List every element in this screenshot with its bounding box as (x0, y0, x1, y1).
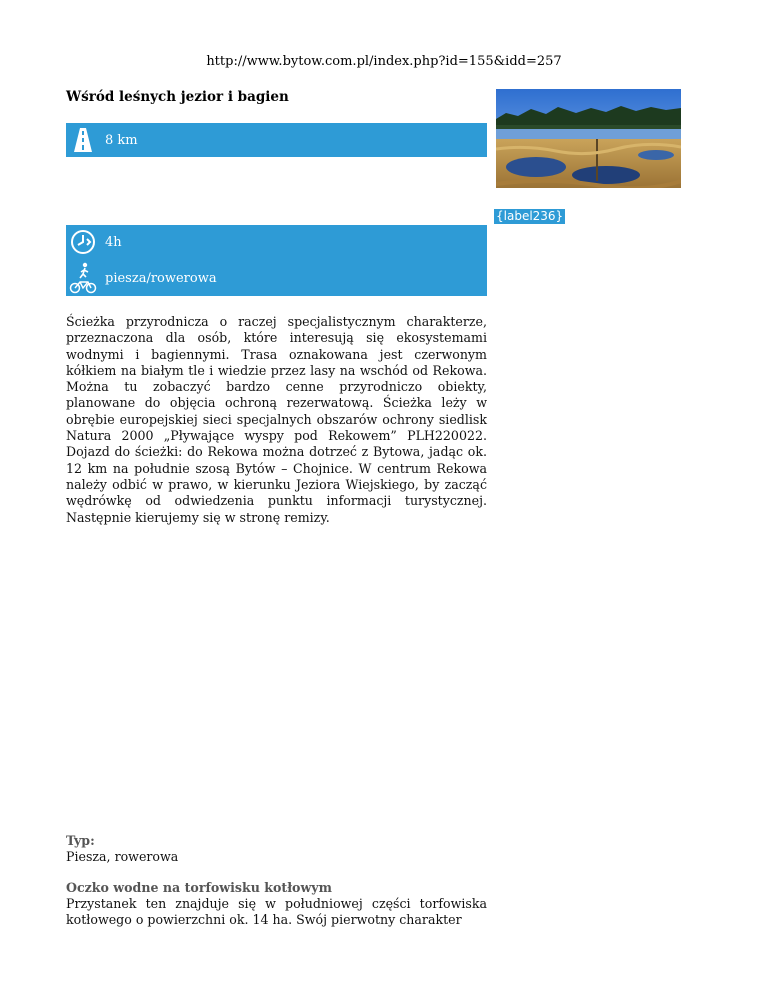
section-text: Przystanek ten znajduje się w południowej części torfowiska kotłowego o powierzchni ok. 14 ha. Swój pierwotny charakter (66, 896, 487, 928)
trail-details-box (66, 225, 487, 296)
trail-photo (496, 89, 681, 188)
trail-kind-value: piesza/rowerowa (105, 270, 217, 286)
road-icon (66, 123, 100, 157)
hiker-bicycle-icon (66, 261, 100, 295)
page-url: http://www.bytow.com.pl/index.php?id=155&idd=257 (206, 54, 562, 69)
type-label: Typ: (66, 833, 95, 848)
distance-value: 8 km (105, 132, 138, 148)
page-title: Wśród leśnych jezior i bagien (66, 89, 289, 105)
trail-description: Ścieżka przyrodnicza o raczej specjalistycznym charakterze, przeznaczona dla osób, które interesują się ekosystemami wodnymi i bagiennymi. Trasa oznakowana jest czerwonym kółkiem na białym tle i wiedzie przez lasy na wschód od Rekowa. Można tu zobaczyć bardzo cenne przyrodniczo obiekty, planowane do objęcia ochroną rezerwatową. Ścieżka leży w obrębie europejskiej sieci specjalnych obszarów ochrony siedlisk Natura 2000 „Pływające wyspy pod Rekowem” PLH220022. Dojazd do ścieżki: do Rekowa można dotrzeć z Bytowa, jadąc ok. 12 km na południe szosą Bytów – Chojnice. W centrum Rekowa należy odbić w prawo, w kierunku Jeziora Wiejskiego, by zacząć wędrówkę od odwiedzenia punktu informacji turystycznej. Następnie kierujemy się w stronę remizy. (66, 314, 487, 525)
section-title: Oczko wodne na torfowisku kotłowym (66, 880, 332, 895)
distance-box (66, 123, 487, 157)
duration-value: 4h (105, 234, 122, 250)
label-badge: {label236} (496, 209, 564, 223)
type-value: Piesza, rowerowa (66, 849, 179, 864)
clock-icon (66, 225, 100, 259)
